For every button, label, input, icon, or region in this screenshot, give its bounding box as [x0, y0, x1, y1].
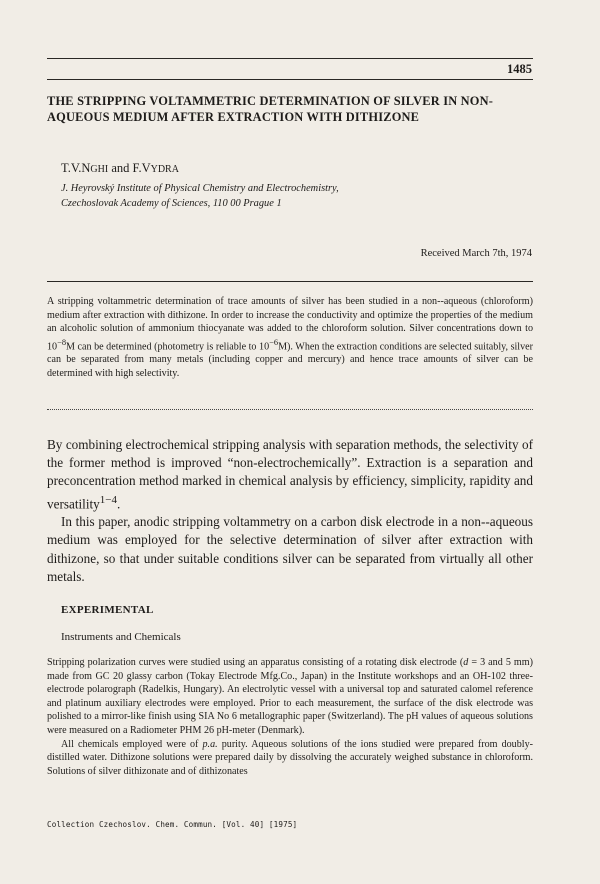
abstract-text-2: M can be determined (photometry is reliable to 10	[66, 340, 270, 352]
body-paragraph-2	[47, 738, 533, 779]
body-p1-symbol-d: d	[463, 657, 469, 668]
abstract-text-3: M). When the extraction conditions are selected suitably, silver can be separated from many metals (including copper and mercury) and hence trace amounts of silver can be determined with high selectivity.	[47, 340, 533, 379]
body-p2-pa: p.a.	[202, 738, 218, 750]
abstract-text-1: A stripping voltammetric determination of trace amounts of silver has been studied in a non--aqueous (chloroform) medium after extraction with dithizone. In order to increase the conductivity and optimize the properties of the medium an alcoholic solution of ammonium thiocyanate was added to the chloroform solution. Silver concentrations down to 10	[47, 296, 533, 352]
abstract-exponent-2: −6	[269, 337, 279, 347]
page-number: 1485	[507, 62, 532, 76]
author-conjunction: and	[108, 161, 133, 175]
intro-p1-text: By combining electrochemical stripping analysis with separation methods, the selectivity of the former method is improved “non-electrochemically”. Extraction is a separation and preconcentration method marked in chemical analysis by efficiency, simplicity, rapidity and versatility	[47, 437, 533, 511]
author2-surname: YDRA	[150, 164, 179, 175]
abstract	[47, 295, 533, 380]
abstract-rule-bottom	[47, 409, 533, 410]
affiliation-line-2: Czechoslovak Academy of Sciences, 110 00 Prague 1	[61, 198, 282, 209]
subsection-heading-instruments: Instruments and Chemicals	[61, 631, 181, 643]
body-p1-text-b: = 3 and 5 mm) made from GC 20 glassy carbon (Tokay Electrode Mfg.Co., Japan) in the Institute workshops and an OH-102 three-electrode polarograph (Radelkis, Hungary). An electrolytic vessel with a universal top and saturated calomel reference and platinum auxiliary electrodes were employed. Prior to each measurement, the surface of the disk electrode was polished to a mirror-like finish using SIA No 6 metallographic paper (Switzerland). The pH values of aqueous solutions were measured on a Radiometer PHM 26 pH-meter (Denmark).	[47, 657, 533, 736]
introduction	[47, 436, 533, 586]
intro-paragraph-1	[47, 436, 533, 513]
intro-reference: 1−4	[99, 493, 117, 506]
body-paragraph-1	[47, 656, 533, 738]
intro-p1-end: .	[116, 496, 121, 511]
header-rule-top	[47, 58, 533, 59]
section-heading-experimental: EXPERIMENTAL	[61, 604, 154, 616]
author1-initials: T.V.N	[61, 161, 91, 175]
intro-paragraph-2: In this paper, anodic stripping voltammetry on a carbon disk electrode in a non--aqueous medium was employed for the selective determination of silver after extraction with dithizone, so that under suitable conditions silver can be separated from virtually all other metals.	[47, 514, 533, 584]
author2-initials: F.V	[132, 161, 151, 175]
body-p1-text-a: Stripping polarization curves were studied using an apparatus consisting of a rotating disk electrode (	[47, 657, 464, 668]
header-rule-bottom	[47, 79, 533, 80]
experimental-body	[47, 656, 533, 778]
affiliation	[61, 181, 339, 211]
authors	[61, 161, 179, 176]
abstract-rule-top	[47, 281, 533, 282]
article-title: THE STRIPPING VOLTAMMETRIC DETERMINATION OF SILVER IN NON-AQUEOUS MEDIUM AFTER EXTRACTION WITH DITHIZONE	[47, 94, 494, 124]
body-p2-text-a: All chemicals employed were of	[61, 738, 203, 750]
abstract-exponent-1: −8	[57, 337, 67, 347]
author1-surname: GHI	[90, 164, 109, 175]
received-date: Received March 7th, 1974	[420, 248, 532, 259]
footer-citation: Collection Czechoslov. Chem. Commun. [Vol. 40] [1975]	[47, 820, 298, 829]
affiliation-line-1: J. Heyrovský Institute of Physical Chemistry and Electrochemistry,	[61, 183, 339, 194]
body-p2-text-b: purity. Aqueous solutions of the ions studied were prepared from doubly-distilled water. Dithizone solutions were prepared daily by dissolving the accurately weighed substance in chloroform. Solutions of silver dithizonate and of dithizonates	[47, 738, 533, 777]
